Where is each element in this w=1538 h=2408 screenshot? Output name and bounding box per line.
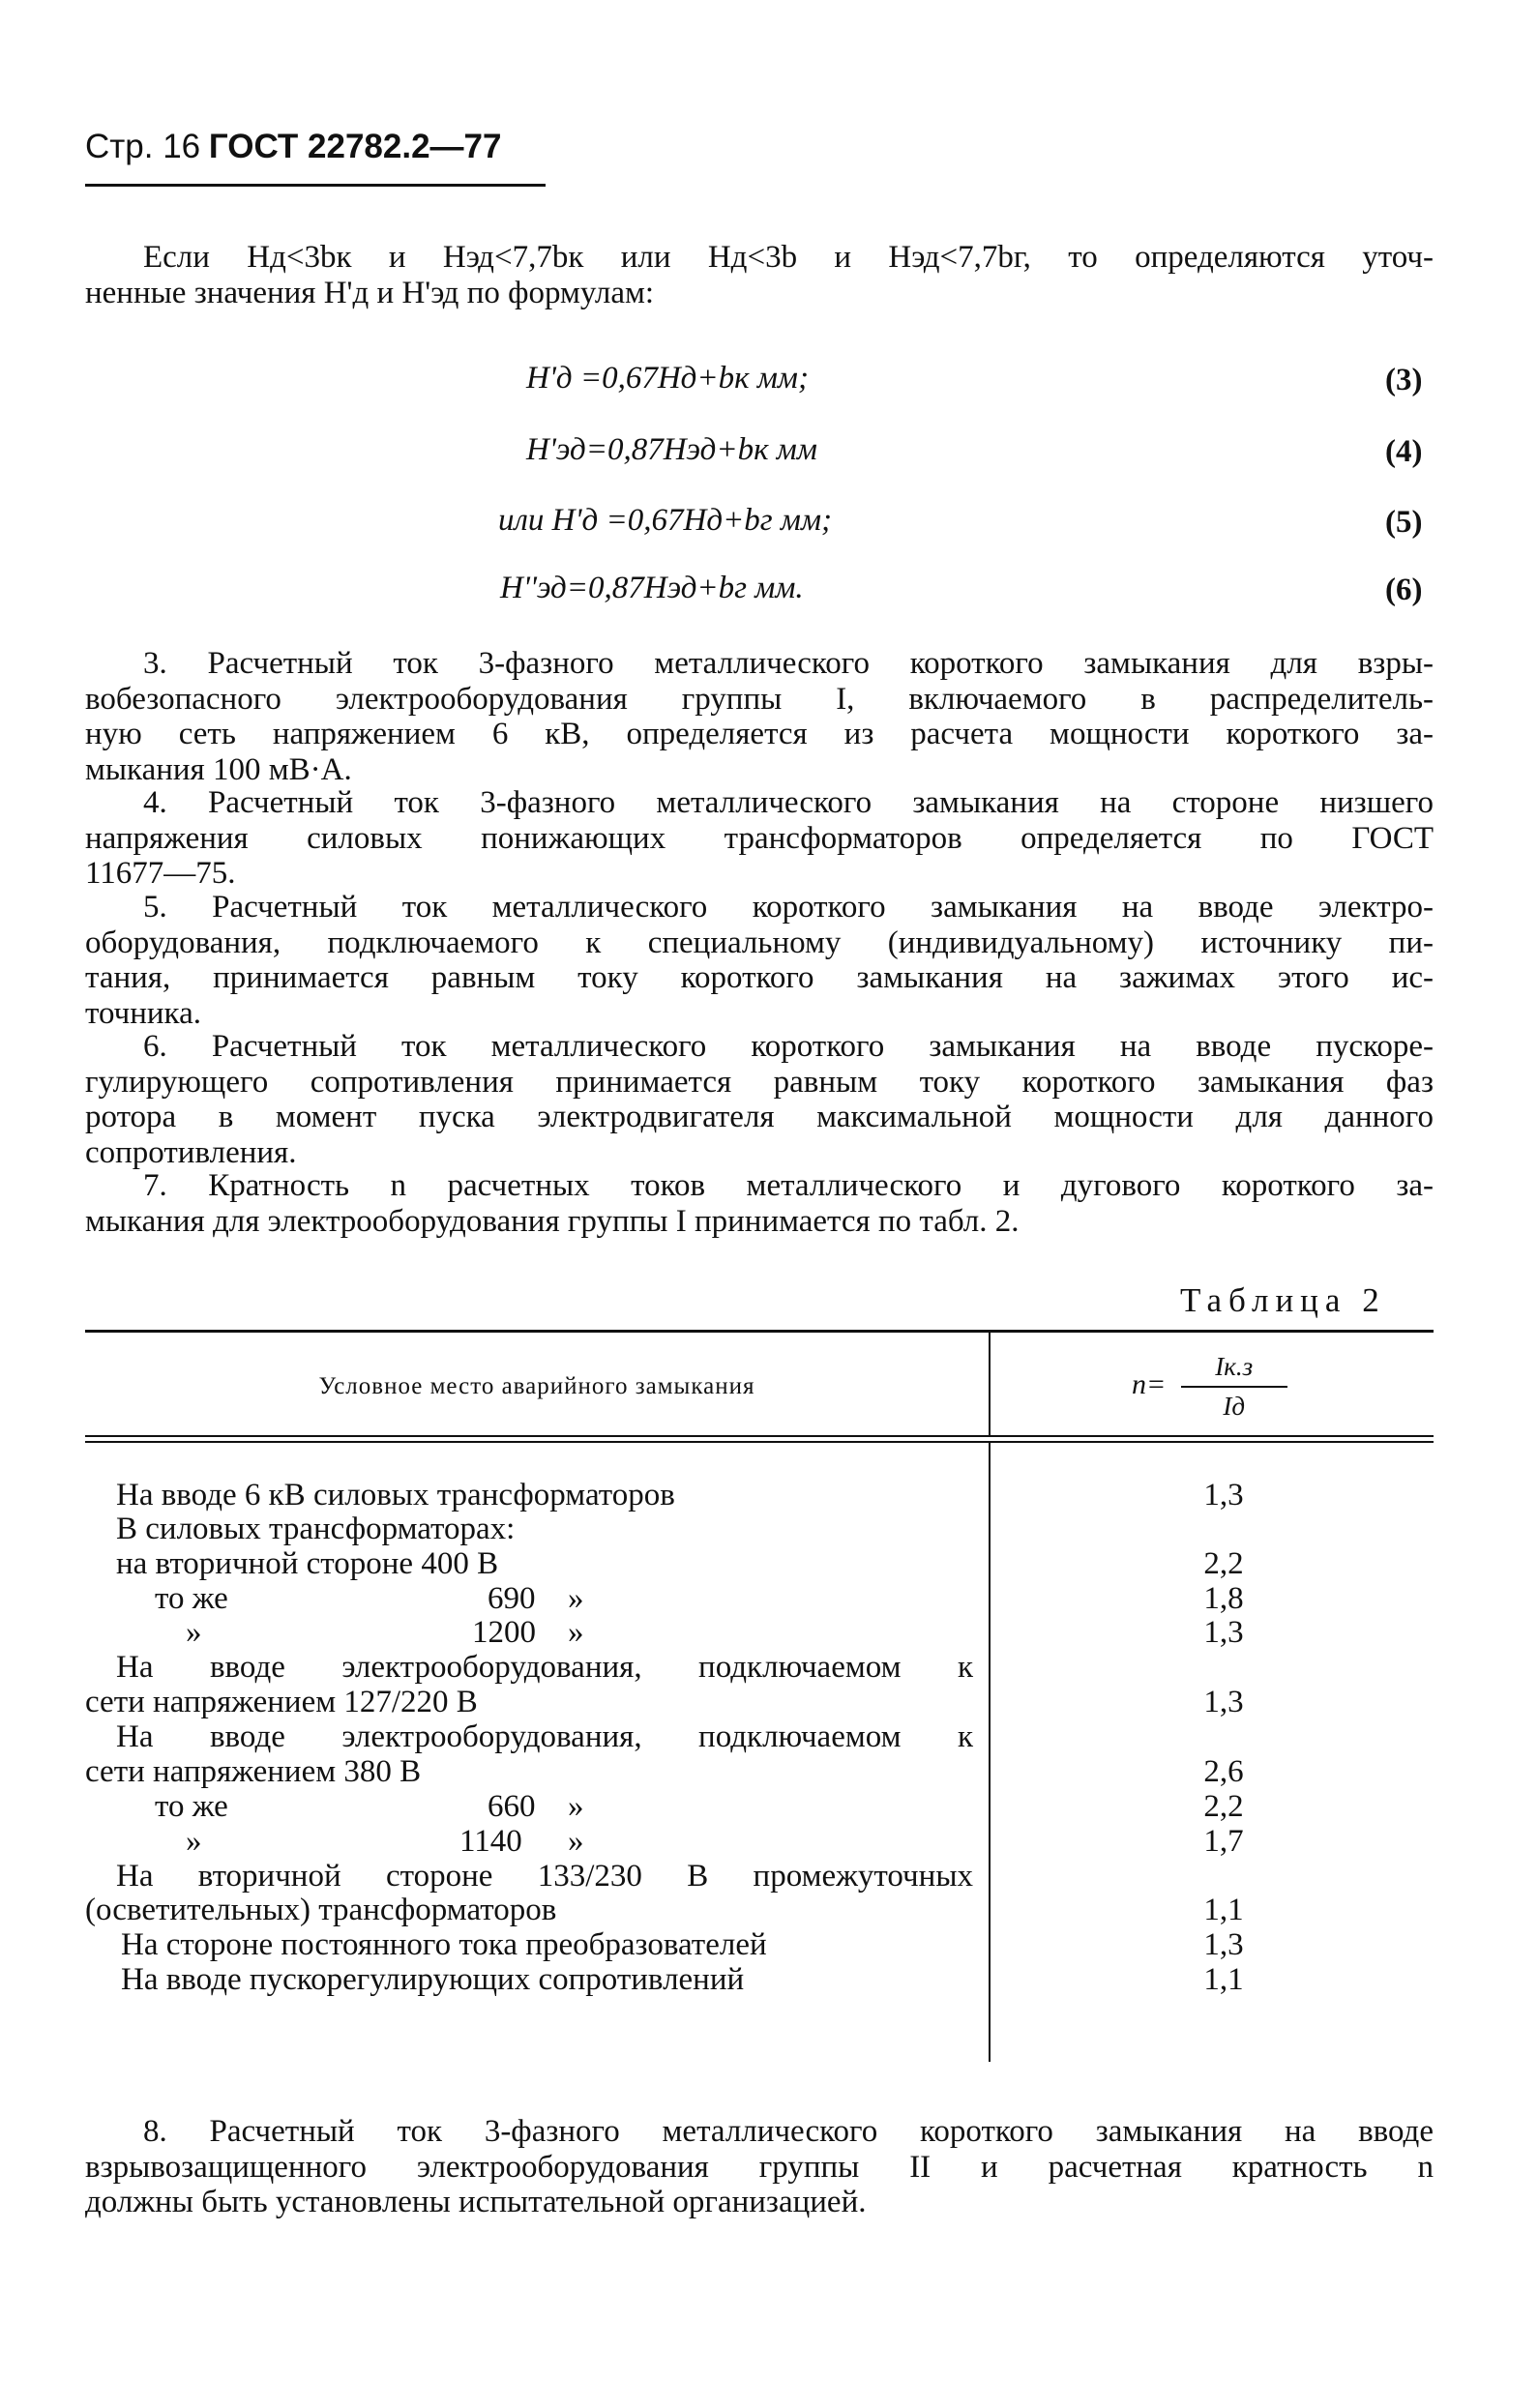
paragraph-7 (85, 1168, 1434, 1239)
header-rule (85, 184, 546, 187)
table-row-value: 2,6 (1203, 1754, 1244, 1789)
paragraph-8-line: взрывозащищенного электрооборудования группы II и расчетная кратность n (85, 2149, 1434, 2185)
equation-number-5: (5) (1385, 505, 1423, 540)
table-row-value: 1,3 (1203, 1685, 1244, 1719)
formula-4: H'эд=0,87Hэд+bк мм (526, 432, 817, 467)
paragraph-6-line: ротора в момент пуска электродвигателя максимальной мощности для данного (85, 1100, 1434, 1134)
col2-header-prefix: n= (1132, 1367, 1167, 1400)
paragraph-3-line: вобезопасного электрооборудования группы I, включаемого в распределитель- (85, 681, 1434, 717)
table-row-value: 1,7 (1203, 1824, 1244, 1859)
paragraph-4-line: напряжения силовых понижающих трансформаторов определяется по ГОСТ (85, 820, 1434, 856)
table-row-value: 1,1 (1203, 1893, 1244, 1927)
paragraph-6-line: сопротивления. (85, 1134, 297, 1170)
table-row-label: На вводе электрооборудования, подключаемом к (116, 1719, 973, 1754)
col2-header-fraction (1181, 1352, 1287, 1422)
paragraph-8-line: 8. Расчетный ток 3-фазного металлического короткого замыкания на вводе (143, 2114, 1434, 2149)
paragraph-5-line: тания, принимается равным току короткого замыкания на зажимах этого ис- (85, 960, 1434, 995)
table-row-label-end: » (568, 1824, 584, 1859)
table-row-value: 1,3 (1203, 1927, 1244, 1962)
formula-6: H''эд=0,87Hэд+bг мм. (500, 571, 804, 605)
table-row-value: 2,2 (1203, 1546, 1244, 1581)
table-row-label: В силовых трансформаторах: (116, 1512, 516, 1546)
table-header-rule-double (85, 1441, 1434, 1443)
table-row-label: » (186, 1824, 202, 1859)
paragraph-4 (85, 785, 1434, 892)
paragraph-3 (85, 646, 1434, 787)
intro-paragraph (85, 240, 1434, 310)
paragraph-6-line: 6. Расчетный ток металлического короткого замыкания на вводе пускоре- (143, 1029, 1434, 1064)
intro-line-2: ненные значения H'д и H'эд по формулам: (85, 275, 655, 310)
table-header-divider (989, 1333, 991, 1435)
table-header-rule (85, 1435, 1434, 1437)
paragraph-4-line: 11677—75. (85, 856, 236, 891)
page-label: Стр. 16 (85, 128, 201, 165)
paragraph-5-line: оборудования, подключаемого к специальному (индивидуальному) источнику пи- (85, 925, 1434, 960)
table-row-label: сети напряжением 127/220 В (85, 1685, 478, 1719)
table-row-label-end: » (568, 1789, 584, 1824)
paragraph-4-line: 4. Расчетный ток 3-фазного металлического замыкания на стороне низшего (143, 785, 1434, 820)
paragraph-6-line: гулирующего сопротивления принимается равным току короткого замыкания фаз (85, 1064, 1434, 1100)
table-row-label-mid: 690 (488, 1581, 536, 1616)
intro-line-1: Если Hд<3bк и Hэд<7,7bк или Hд<3b и Hэд<7,7bг, то определяются уточ- (143, 240, 1434, 275)
table-row-label: то же (155, 1581, 228, 1616)
table-row-label: На вводе пускорегулирующих сопротивлений (121, 1962, 745, 1997)
table-row-value: 2,2 (1203, 1789, 1244, 1824)
paragraph-6 (85, 1029, 1434, 1170)
table-row-label: (осветительных) трансформаторов (85, 1893, 557, 1927)
fraction-numerator: Iк.з (1215, 1352, 1254, 1381)
table-row-label: » (186, 1615, 202, 1650)
standard-number: ГОСТ 22782.2—77 (208, 128, 502, 165)
table-row-label-end: » (568, 1581, 584, 1616)
equation-number-6: (6) (1385, 573, 1423, 607)
table-title: Таблица 2 (1180, 1281, 1386, 1319)
paragraph-5 (85, 890, 1434, 1031)
table-row-label: На вторичной стороне 133/230 В промежуточных (116, 1859, 973, 1894)
table-row-value: 1,3 (1203, 1478, 1244, 1512)
table-row-label: На вводе электрооборудования, подключаемом к (116, 1650, 973, 1685)
page-header (85, 128, 501, 166)
fraction-denominator: Iд (1223, 1392, 1246, 1421)
table-row-value: 1,1 (1203, 1962, 1244, 1997)
formula-3: H'д =0,67Hд+bк мм; (526, 361, 809, 396)
table-body-divider (989, 1443, 991, 2062)
table-row-label: то же (155, 1789, 228, 1824)
paragraph-3-line: ную сеть напряжением 6 кВ, определяется из расчета мощности короткого за- (85, 717, 1434, 751)
fraction-bar (1181, 1386, 1287, 1388)
formula-5: или H'д =0,67Hд+bг мм; (498, 503, 833, 538)
table-row-label-mid: 1200 (472, 1615, 536, 1650)
paragraph-5-line: точника. (85, 995, 201, 1031)
table-row-label-end: » (568, 1615, 584, 1650)
paragraph-3-line: 3. Расчетный ток 3-фазного металлического короткого замыкания для взры- (143, 646, 1434, 681)
paragraph-5-line: 5. Расчетный ток металлического короткого замыкания на вводе электро- (143, 890, 1434, 925)
paragraph-7-line: 7. Кратность n расчетных токов металлического и дугового короткого за- (143, 1168, 1434, 1203)
table-row-value: 1,3 (1203, 1615, 1244, 1650)
paragraph-7-line: мыкания для электрооборудования группы I принимается по табл. 2. (85, 1203, 1020, 1239)
paragraph-3-line: мыкания 100 мВ·А. (85, 751, 352, 787)
table-row-label: на вторичной стороне 400 В (116, 1546, 499, 1581)
table-row-label-mid: 1140 (459, 1824, 522, 1859)
table-col2-header (1132, 1352, 1287, 1422)
table-row-label: На стороне постоянного тока преобразователей (121, 1927, 767, 1962)
table-row-value: 1,8 (1203, 1581, 1244, 1616)
table-row-label-mid: 660 (488, 1789, 536, 1824)
table-col1-header: Условное место аварийного замыкания (318, 1373, 755, 1399)
paragraph-8 (85, 2114, 1434, 2220)
equation-number-4: (4) (1385, 434, 1423, 469)
table-row-label: На вводе 6 кВ силовых трансформаторов (116, 1478, 675, 1512)
table-top-rule (85, 1330, 1434, 1333)
equation-number-3: (3) (1385, 363, 1423, 397)
paragraph-8-line: должны быть установлены испытательной организацией. (85, 2185, 867, 2219)
table-row-label: сети напряжением 380 В (85, 1754, 422, 1789)
